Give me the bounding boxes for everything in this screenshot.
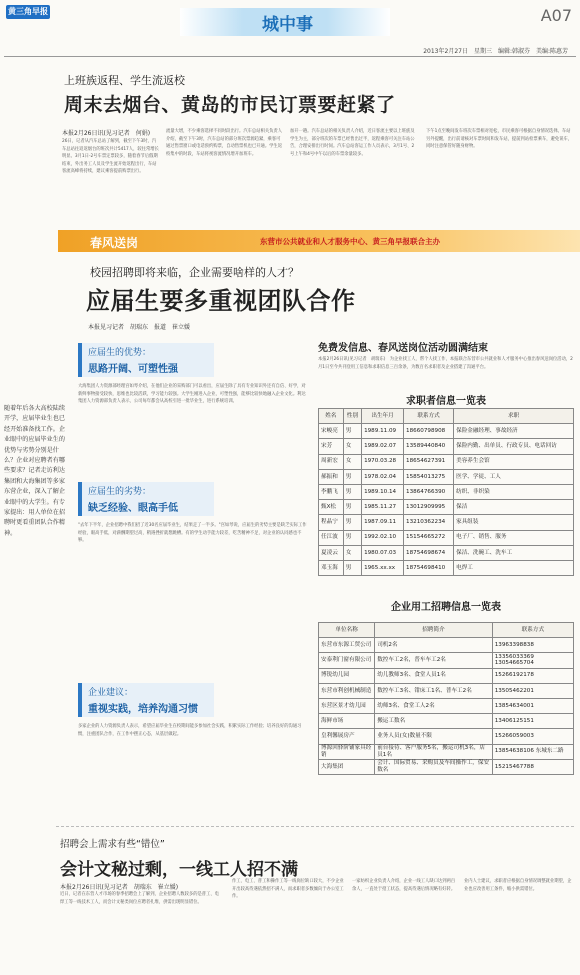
table-cell: 李鹏飞 xyxy=(319,484,344,499)
table-row xyxy=(319,484,574,499)
table-cell: 家具组装 xyxy=(454,515,574,530)
table-cell: 1970.03.28 xyxy=(362,454,404,469)
table-cell: 15266059003 xyxy=(492,729,573,744)
table-header-cell: 出生年月 xyxy=(362,409,404,424)
table-row xyxy=(319,515,574,530)
table-cell: 18754698410 xyxy=(404,560,454,575)
table-cell: 1989.02.07 xyxy=(362,439,404,454)
table-cell: 大海集团 xyxy=(319,759,375,774)
table-cell: 18654627391 xyxy=(404,454,454,469)
table-cell: 搬运工数名 xyxy=(375,714,493,729)
table-header-cell: 单位名称 xyxy=(319,623,375,638)
story1-col4: 下午1点至晚间发车班次车票相对宽松，市民乘客可根据自身情况选择。车站另外提醒，出行前请核对车票时间和发车站，提前到站检票乘车，避免误车，同时注意保管好随身财物。 xyxy=(426,129,573,149)
table-cell: 13854634001 xyxy=(492,698,573,713)
table-cell: 任江波 xyxy=(319,530,344,545)
header-rule xyxy=(4,56,576,57)
suggestion-tag-title: 企业建议： xyxy=(88,688,134,698)
table-cell: 女 xyxy=(343,545,361,560)
table-cell: 电子厂、销售、服务 xyxy=(454,530,574,545)
advantage-tag xyxy=(78,343,214,377)
advantage-tag-title: 应届生的优势： xyxy=(88,348,152,358)
table-cell: 13012909995 xyxy=(404,500,454,515)
table-cell: 程晶宁 xyxy=(319,515,344,530)
table-row xyxy=(319,653,574,668)
table-cell: 皇利馨展房产 xyxy=(319,729,375,744)
table-cell: 东营市东源工贸公司 xyxy=(319,638,375,653)
page-number: A07 xyxy=(540,6,572,25)
table-row xyxy=(319,424,574,439)
table-cell: 保险内勤、出单员、行政专员、电话回访 xyxy=(454,439,574,454)
jobs-headline: 免费发信息、春风送岗位活动圆满结束 xyxy=(318,343,488,354)
story2-headline: 应届生要多重视团队合作 xyxy=(86,287,356,315)
table-cell: 13864766390 xyxy=(404,484,454,499)
table-row xyxy=(319,469,574,484)
jobs-intro: 本报2月26日讯(见习记者 胡瑞东) 为企业找工人、帮个人找工作，本报联合东营市公共就业和人才服务中心推出春风送岗位活动，2月1日至今共刊登用工信息和求职信息三百余条，为数百名求职者及企业搭建了沟通平台。 xyxy=(318,357,573,370)
table-cell: 博锐幼儿园 xyxy=(319,668,375,683)
table-cell: 男 xyxy=(343,469,361,484)
table-cell: 幼儿教师3名、食堂人员1名 xyxy=(375,668,493,683)
story2-body3: 多家企业的人力资源负责人表示，希望应届毕业生在校期间能多参加社会实践，积累实际工作经验；培养良好的沟通习惯，注重团队合作，在工作中摆正心态，从基层做起。 xyxy=(78,724,302,737)
table-cell: 周新宏 xyxy=(319,454,344,469)
table-header-cell: 性别 xyxy=(343,409,361,424)
table-row xyxy=(319,500,574,515)
employers-table xyxy=(318,622,574,775)
newspaper-logo: 黄三角早报 xyxy=(6,5,50,19)
table-cell: 1992.02.10 xyxy=(362,530,404,545)
story2-kicker: 校园招聘即将来临，企业需要啥样的人才？ xyxy=(90,266,299,279)
table-row xyxy=(319,545,574,560)
table-cell: 男 xyxy=(343,530,361,545)
table-cell: 13854638106 东城东二路 xyxy=(492,744,573,759)
story3-headline: 会计文秘过剩，一线工人招不满 xyxy=(60,860,298,880)
table-cell: 18660798908 xyxy=(404,424,454,439)
table-cell: 邓玉海 xyxy=(319,560,344,575)
story2-sidebar: 随着年后各大高校陆续开学，应届毕业生也已经开始准备找工作。企业眼中的应届毕业生的优势与劣势分别是什么？企业对应聘者有哪些要求？记者走访利达集团和大海集团等多家东营企业，深入了解企业眼中的大学生。有专家提出：用人单位在招聘时更看重团队合作精神。 xyxy=(4,405,65,537)
story2-byline: 本报见习记者 胡瑞东 报道 崔立媛 xyxy=(88,324,191,331)
table-row xyxy=(319,744,574,759)
table-cell: 宋芳 xyxy=(319,439,344,454)
table-cell: 1989.10.14 xyxy=(362,484,404,499)
story1-col2: 流量大增，不少乘客选择不同时段出行。汽车总站相关负责人介绍，截至下午3时，汽车总站的部分班次票源趋紧，乘客可通过售票窗口或电话预约购票，自动售票机也已开通。学生返校集中的时段，车站将视客流情况增开加班车。 xyxy=(166,129,283,157)
story3-col4: 业内人士建议，求职者应根据自身情况调整就业期望，企业也应改善用工条件，缩小供需错位。 xyxy=(464,879,572,892)
table-row xyxy=(319,759,574,774)
seekers-table-title: 求职者信息一览表 xyxy=(406,396,486,407)
table-cell: 13356033369 13054665704 xyxy=(492,653,573,668)
table-cell: 会计、国际贸易、采购员及车间操作工，保安数名 xyxy=(375,759,493,774)
story1-col3: 加开一趟。汽车总站的相关负责人介绍，近日客流主要以上班族及学生为主，部分班次的车票已经售出过半，返程乘客可关注车站公告，合理安排出行时间。汽车总站客运工作人员表示，3月1号、2号上午和4号中午以后的车票余量较多。 xyxy=(290,129,415,157)
table-cell: 男 xyxy=(343,484,361,499)
table-row xyxy=(319,439,574,454)
table-cell: 男 xyxy=(343,500,361,515)
disadvantage-tag xyxy=(78,482,214,516)
table-cell: 业务人员(女)数量不限 xyxy=(375,729,493,744)
table-cell: 司机2名 xyxy=(375,638,493,653)
table-header-cell: 联系方式 xyxy=(492,623,573,638)
table-cell: 数控车工2名，普车车工2名 xyxy=(375,653,493,668)
table-cell: 18754698674 xyxy=(404,545,454,560)
table-row xyxy=(319,530,574,545)
table-cell: 男 xyxy=(343,515,361,530)
table-cell: 1985.11.27 xyxy=(362,500,404,515)
table-row xyxy=(319,454,574,469)
table-cell: 13963398838 xyxy=(492,638,573,653)
table-cell: 1989.11.09 xyxy=(362,424,404,439)
story2-body2: "去年下半年，企业招聘中我们招了近30名应届毕业生，结果走了一半多。"宫如琴说，应届生的劣势主要是缺乏实际工作经验，眼高手低，对薪酬期望过高，稍遇挫折就想跳槽。有的学生动手能力较差，吃苦精神不足，对企业的认同感也不够。 xyxy=(78,523,307,543)
table-header-cell: 求职 xyxy=(454,409,574,424)
table-cell: 前台接待、客户服务5名，搬运司机3名，店员1名 xyxy=(375,744,493,759)
table-cell: 13210362234 xyxy=(404,515,454,530)
table-cell: 美容养生会馆 xyxy=(454,454,574,469)
section-title: 城中事 xyxy=(262,15,313,35)
disadvantage-tag-subtitle: 缺乏经验、眼高手低 xyxy=(88,503,178,514)
table-row xyxy=(319,668,574,683)
table-cell: 幼师3名、食堂工人2名 xyxy=(375,698,493,713)
dateline: 2013年2月27日 星期三 编辑:韩淑芬 美编:陈惠芳 xyxy=(423,48,568,55)
table-cell: 1987.09.11 xyxy=(362,515,404,530)
table-row xyxy=(319,714,574,729)
table-header-cell: 招聘简介 xyxy=(375,623,493,638)
story1-byline: 本报2月26日讯(见习记者 何娟) xyxy=(62,130,151,137)
table-cell: 夏凌云 xyxy=(319,545,344,560)
table-cell: 东营区景才幼儿园 xyxy=(319,698,375,713)
table-cell: 纺织、非织染 xyxy=(454,484,574,499)
table-header-cell: 姓名 xyxy=(319,409,344,424)
table-cell: 男 xyxy=(343,560,361,575)
table-cell: 13589440840 xyxy=(404,439,454,454)
table-cell: 1978.02.04 xyxy=(362,469,404,484)
story3-col3: 一家纺织企业负责人介绍，企业一线工人缺口达到两百余人，一直处于招工状态，提高待遇后情况略有好转。 xyxy=(352,879,456,892)
table-cell: 宋峻亮 xyxy=(319,424,344,439)
table-cell: 博源回驿阶铺家具经销 xyxy=(319,744,375,759)
suggestion-tag xyxy=(78,683,214,717)
disadvantage-tag-title: 应届生的劣势： xyxy=(88,487,152,497)
table-cell: 13406125151 xyxy=(492,714,573,729)
story3-col2: 作工、电工、普工和操作工等一线岗位缺口较大，不少企业开出较高待遇依然招不满人，而求职者多数倾向于办公室工作。 xyxy=(232,879,344,899)
table-cell: 甄X松 xyxy=(319,500,344,515)
table-header-cell: 联系方式 xyxy=(404,409,454,424)
table-cell: 数控车工3名、钳床工1名、普车工2名 xyxy=(375,683,493,698)
table-cell: 海鲜市场 xyxy=(319,714,375,729)
story3-divider xyxy=(56,826,574,827)
table-cell: 15266192178 xyxy=(492,668,573,683)
table-row xyxy=(319,698,574,713)
table-cell: 15154665272 xyxy=(404,530,454,545)
story3-col1: 近日，记者在东营人才市场的春季招聘会上了解到，企业招聘人数较多的是普工、电焊工等一线技术工人，而会计文秘类岗位应聘者扎堆，供需出现明显错位。 xyxy=(60,892,219,905)
table-cell: 医学、学徒、工人 xyxy=(454,469,574,484)
advantage-tag-subtitle: 思路开阔、可塑性强 xyxy=(88,364,178,375)
table-cell: 13505462201 xyxy=(492,683,573,698)
spring-banner-sponsor: 东营市公共就业和人才服务中心、黄三角早报联合主办 xyxy=(260,237,440,246)
table-cell: 1980.07.03 xyxy=(362,545,404,560)
story3-byline: 本报2月26日讯(见习记者 胡瑞东 崔立媛) xyxy=(60,884,179,891)
table-row xyxy=(319,638,574,653)
story1-kicker: 上班族返程、学生流返校 xyxy=(64,74,185,87)
table-cell: 东营市利创机械制造 xyxy=(319,683,375,698)
table-cell: 15854013275 xyxy=(404,469,454,484)
table-row xyxy=(319,683,574,698)
table-cell: 1965.xx.xx xyxy=(362,560,404,575)
table-cell: 保洁、洗碗工、洗车工 xyxy=(454,545,574,560)
suggestion-tag-subtitle: 重视实践，培养沟通习惯 xyxy=(88,704,198,715)
employers-table-title: 企业用工招聘信息一览表 xyxy=(391,602,501,613)
table-cell: 郝振和 xyxy=(319,469,344,484)
table-cell: 15215467788 xyxy=(492,759,573,774)
story2-body1: 大海集团人力资源部经理宫如琴介绍，在他们企业的采购部门可以看出，应届生除了具有专业知识外还有自信、好学，对新鲜事物接受较快，思维也比较活跃，学习能力较强。大学生刚进入企业，可塑性强，能够比较快地融入企业文化。利达集团人力资源部负责人表示，公司每年都会从高校引进一批毕业生，进行系统培训。 xyxy=(78,384,306,404)
table-cell: 女 xyxy=(343,439,361,454)
story1-col1: 26日，记者从汽车总站了解到，截至下午3时，汽车总站往返返烟台的班次共计5417人，较往常增长明显。3月1日-2号车票定票较多，随着春节后假期结束，外出务工人员及学生流开始返程出行，车站客流高峰将持续，建议乘客提前购票出行。 xyxy=(62,139,159,174)
story3-kicker: 招聘会上需求有些“错位” xyxy=(60,839,165,850)
story1-headline: 周末去烟台、黄岛的市民订票要赶紧了 xyxy=(64,94,396,116)
table-row xyxy=(319,729,574,744)
seekers-table xyxy=(318,408,574,576)
table-cell: 安泰利门窗有限公司 xyxy=(319,653,375,668)
table-row xyxy=(319,560,574,575)
table-cell: 女 xyxy=(343,454,361,469)
table-cell: 保洁 xyxy=(454,500,574,515)
table-cell: 电焊工 xyxy=(454,560,574,575)
table-cell: 保险金融经理、事故经济 xyxy=(454,424,574,439)
table-cell: 男 xyxy=(343,424,361,439)
spring-banner-label: 春风送岗 xyxy=(90,236,139,250)
